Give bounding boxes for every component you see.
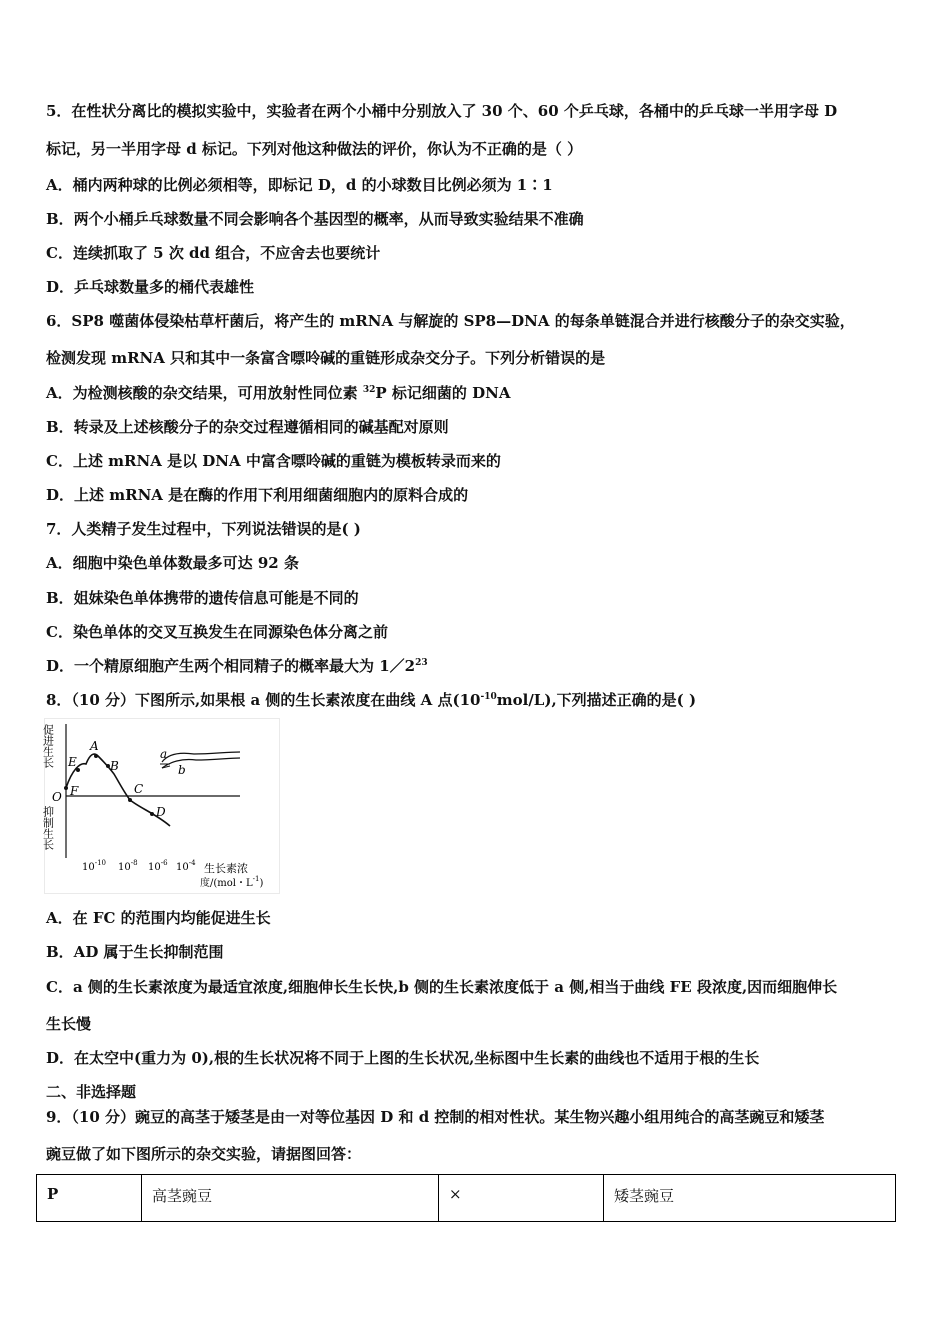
section-heading: 二、非选择题: [46, 1083, 137, 1101]
q6-option-a-text-end: P 标记细菌的 DNA: [375, 384, 511, 402]
table-cell-p: P: [37, 1175, 142, 1222]
q6-option-a-text: A．为检测核酸的杂交结果，可用放射性同位素: [46, 384, 363, 402]
q7-stem: 7．人类精子发生过程中，下列说法错误的是( ): [46, 520, 361, 538]
root-lower-edge: [162, 758, 240, 768]
y-label-inhibit: 抑制生长: [41, 806, 55, 850]
label-c: C: [134, 782, 144, 796]
point-c: [128, 798, 132, 802]
q5-stem-line1: 5．在性状分离比的模拟实验中，实验者在两个小桶中分别放入了 30 个、60 个乒乓球，各桶中的乒乓球一半用字母 D: [46, 102, 838, 120]
q7-option-b: B．姐妹染色单体携带的遗传信息可能是不同的: [46, 589, 359, 607]
tick-4: $10^{-4}$: [176, 859, 196, 873]
root-label-b: b: [178, 763, 186, 777]
label-o: O: [52, 790, 62, 804]
cross-table: [36, 1174, 896, 1222]
q7-option-a: A．细胞中染色单体数最多可达 92 条: [46, 554, 299, 572]
q8-option-a: A．在 FC 的范围内均能促进生长: [46, 909, 271, 927]
q6-option-a: [46, 383, 902, 403]
q7-option-d-text: D．一个精原细胞产生两个相同精子的概率最大为 1／2: [46, 657, 416, 675]
table-cell-dwarf-pea: 矮茎豌豆: [604, 1175, 896, 1222]
point-f: [64, 786, 68, 790]
q8-stem-sup: -10: [480, 692, 497, 702]
point-a: [94, 754, 98, 758]
q9-stem-line1: 9．（10 分）豌豆的高茎于矮茎是由一对等位基因 D 和 d 控制的相对性状。某生物兴趣小组用纯合的高茎豌豆和矮茎: [46, 1108, 825, 1126]
q6-option-c: C．上述 mRNA 是以 DNA 中富含嘌呤碱的重链为模板转录而来的: [46, 452, 501, 470]
tick-2: $10^{-8}$: [118, 859, 138, 873]
q6-option-a-sup: 32: [362, 385, 376, 395]
x-label-line1: 生长素浓: [204, 862, 248, 875]
q6-stem-line1: 6．SP8 噬菌体侵染枯草杆菌后，将产生的 mRNA 与解旋的 SP8—DNA 的每条单链混合并进行核酸分子的杂交实验，: [46, 312, 855, 330]
q6-option-b: B．转录及上述核酸分子的杂交过程遵循相同的碱基配对原则: [46, 418, 449, 436]
label-d: D: [156, 805, 166, 819]
table-cell-cross: ×: [439, 1175, 604, 1222]
q5-option-c: C．连续抓取了 5 次 dd 组合，不应舍去也要统计: [46, 244, 381, 262]
q7-option-c: C．染色单体的交叉互换发生在同源染色体分离之前: [46, 623, 388, 641]
q8-option-c-line2: 生长慢: [46, 1015, 92, 1033]
auxin-root-figure: [41, 718, 280, 894]
q6-stem-line2: 检测发现 mRNA 只和其中一条富含嘌呤碱的重链形成杂交分子。下列分析错误的是: [46, 349, 606, 367]
q5-option-a: A．桶内两种球的比例必须相等，即标记 D，d 的小球数目比例必须为 1∶1: [46, 176, 553, 194]
y-label-promote: 促进生长: [41, 724, 55, 768]
table-cell-tall-pea: 高茎豌豆: [142, 1175, 439, 1222]
q8-option-c-line1: C．a 侧的生长素浓度为最适宜浓度,细胞伸长生长快,b 侧的生长素浓度低于 a 侧,相当于曲线 FE 段浓度,因而细胞伸长: [46, 978, 838, 996]
q5-option-b: B．两个小桶乒乓球数量不同会影响各个基因型的概率，从而导致实验结果不准确: [46, 210, 584, 228]
label-a: A: [90, 739, 99, 753]
label-e: E: [68, 755, 77, 769]
q7-option-d: [46, 656, 902, 676]
point-d: [150, 812, 154, 816]
label-f: F: [70, 784, 79, 798]
x-label-line2: 度/(mol・$L^{-1}$): [200, 875, 264, 889]
tick-3: $10^{-6}$: [148, 859, 168, 873]
q8-stem: [46, 690, 902, 710]
q8-option-d: D．在太空中(重力为 0),根的生长状况将不同于上图的生长状况,坐标图中生长素的曲线也不适用于根的生长: [46, 1049, 760, 1067]
root-label-a: a: [160, 747, 168, 761]
label-b: B: [110, 759, 119, 773]
q5-option-d: D．乒乓球数量多的桶代表雄性: [46, 278, 255, 296]
q7-option-d-sup: 23: [415, 658, 428, 668]
q8-option-b: B．AD 属于生长抑制范围: [46, 943, 224, 961]
q6-option-d: D．上述 mRNA 是在酶的作用下利用细菌细胞内的原料合成的: [46, 486, 469, 504]
q8-stem-text-end: mol/L),下列描述正确的是( ): [496, 691, 697, 709]
q9-stem-line2: 豌豆做了如下图所示的杂交实验，请据图回答：: [46, 1145, 362, 1163]
q8-stem-text: 8．（10 分）下图所示,如果根 a 侧的生长素浓度在曲线 A 点(10: [46, 691, 481, 709]
tick-1: $10^{-10}$: [82, 859, 107, 873]
q5-stem-line2: 标记，另一半用字母 d 标记。下列对他这种做法的评价，你认为不正确的是（ ）: [46, 140, 583, 158]
table-row: [37, 1175, 896, 1222]
